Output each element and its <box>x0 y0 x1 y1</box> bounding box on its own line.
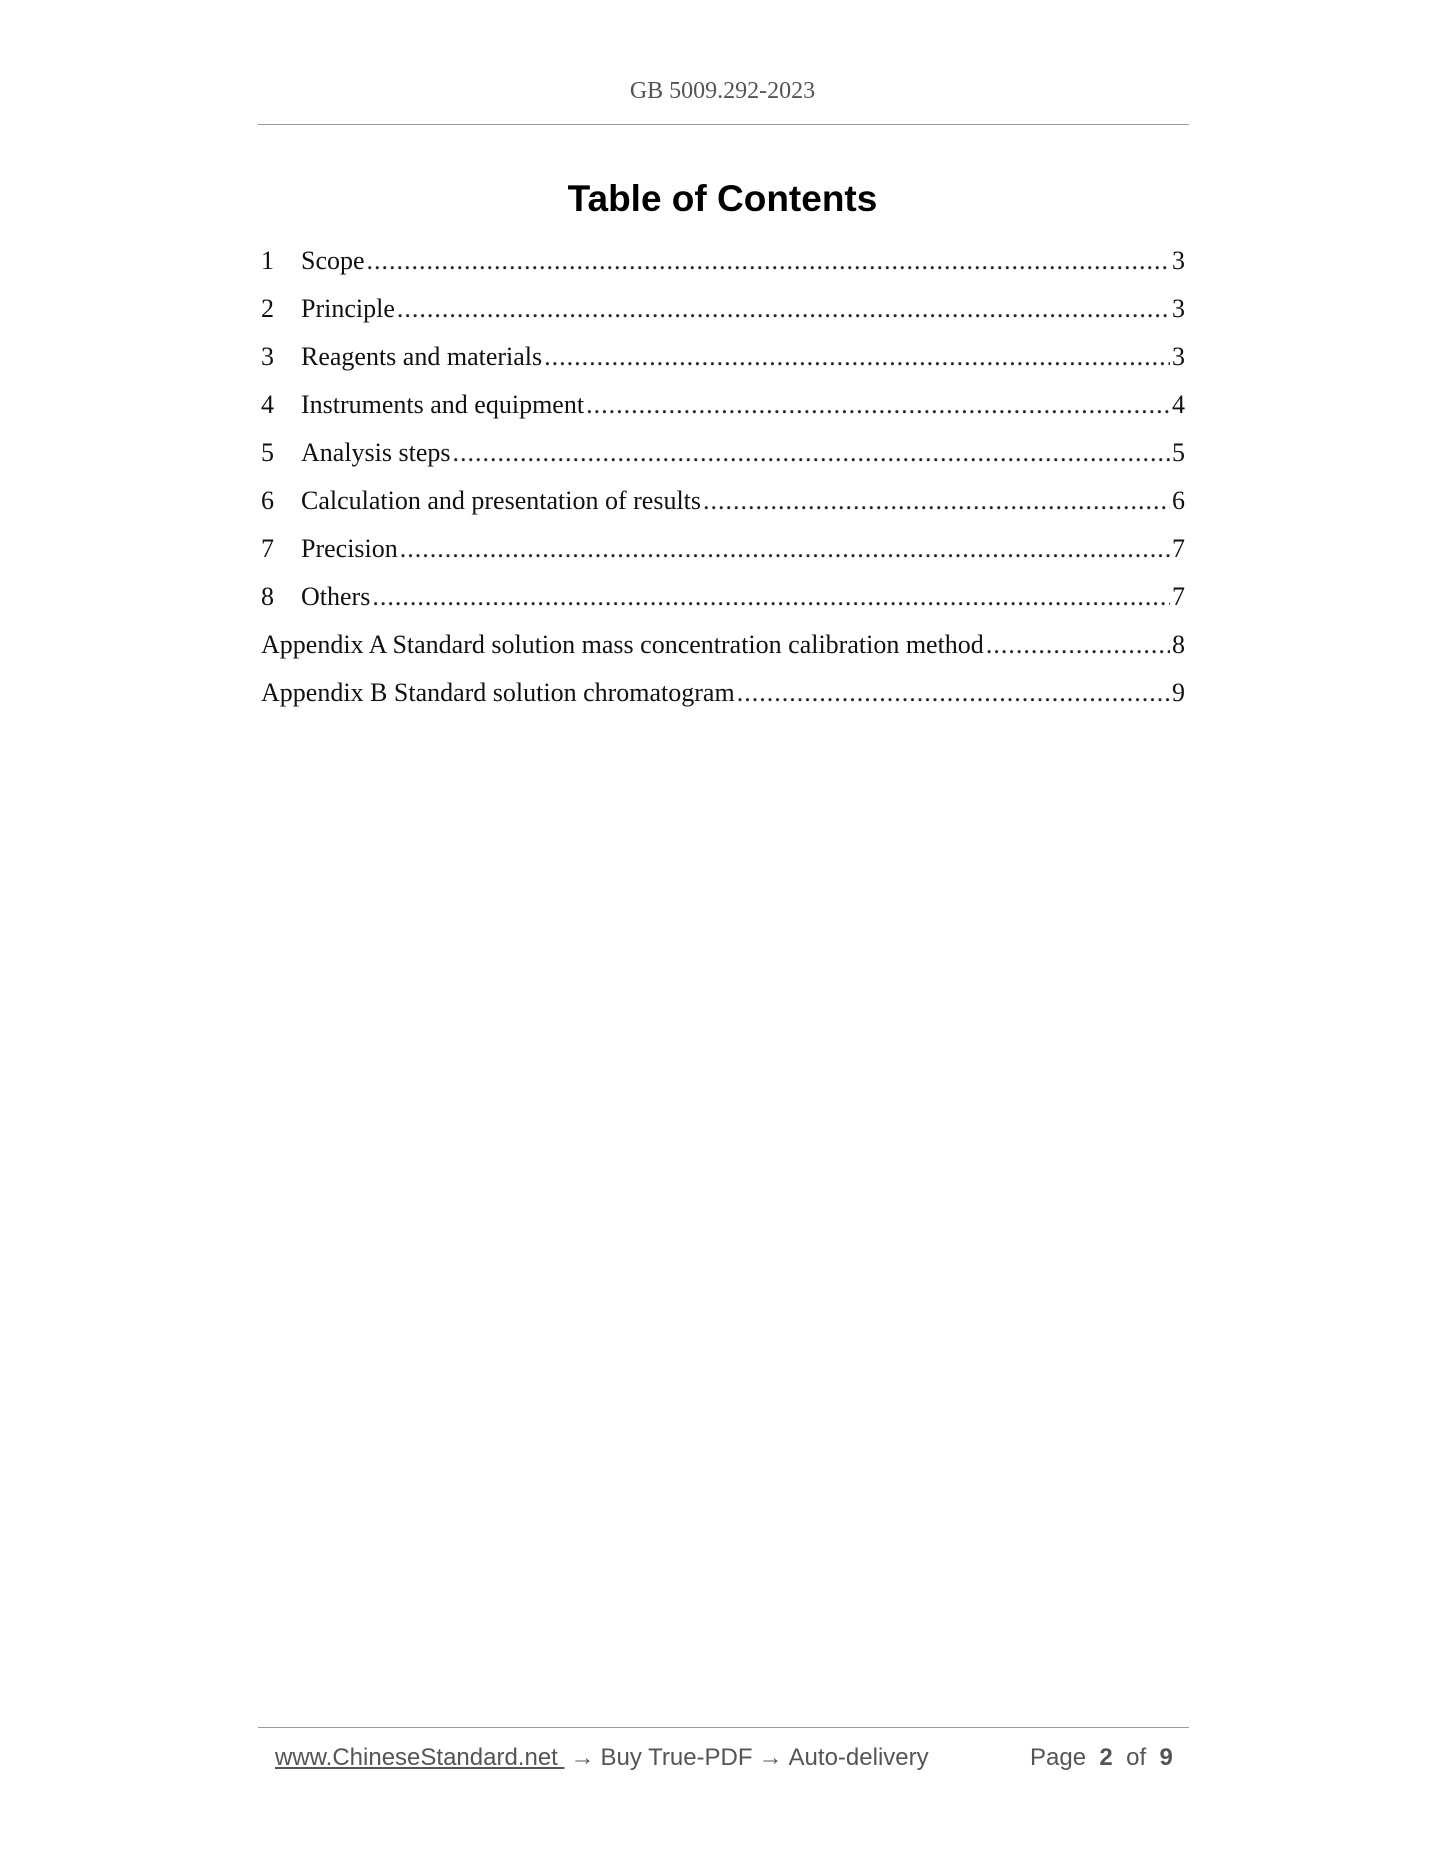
toc-entry-principle[interactable] <box>261 294 1185 342</box>
toc-entry-page: 4 <box>1172 390 1185 419</box>
toc-entry-page: 8 <box>1172 630 1185 659</box>
toc-dot-leader <box>737 678 1170 708</box>
toc-entry-label: Scope <box>301 246 365 275</box>
toc-dot-leader <box>986 630 1170 660</box>
buy-true-pdf-text: Buy True-PDF <box>600 1744 753 1771</box>
toc-entry-number: 7 <box>261 534 274 563</box>
toc-entry-analysis-steps[interactable] <box>261 438 1185 486</box>
toc-title: Table of Contents <box>567 178 878 219</box>
toc-entry-others[interactable] <box>261 582 1185 630</box>
toc-entry-page: 3 <box>1172 342 1185 371</box>
toc-dot-leader <box>367 246 1170 276</box>
toc-entry-page: 6 <box>1172 486 1185 515</box>
header-divider <box>258 124 1189 125</box>
toc-entry-calculation[interactable] <box>261 486 1185 534</box>
toc-dot-leader <box>400 534 1170 564</box>
total-pages-number: 9 <box>1159 1744 1173 1771</box>
toc-dot-leader <box>544 342 1170 372</box>
toc-entry-label: Others <box>301 582 371 611</box>
toc-entry-label: Calculation and presentation of results <box>301 486 702 515</box>
page-indicator <box>1030 1744 1173 1772</box>
footer-divider <box>258 1727 1189 1728</box>
toc-dot-leader <box>586 390 1170 420</box>
toc-entry-label: Instruments and equipment <box>301 390 585 419</box>
toc-entry-label: Principle <box>301 294 395 323</box>
toc-entry-number: 2 <box>261 294 274 323</box>
toc-entry-label: Appendix B Standard solution chromatogram <box>261 678 735 707</box>
toc-entry-page: 7 <box>1172 534 1185 563</box>
arrow-right-icon: → <box>758 1744 783 1771</box>
chinesestandard-link[interactable]: www.ChineseStandard.net <box>275 1744 565 1771</box>
toc-entry-page: 7 <box>1172 582 1185 611</box>
toc-entry-number: 8 <box>261 582 274 611</box>
toc-entry-page: 5 <box>1172 438 1185 467</box>
page-footer <box>275 1744 1175 1772</box>
toc-entry-label: Analysis steps <box>301 438 451 467</box>
of-label: of <box>1126 1744 1147 1771</box>
toc-entry-number: 4 <box>261 390 274 419</box>
toc-entry-page: 9 <box>1172 678 1185 707</box>
toc-dot-leader <box>453 438 1171 468</box>
toc-entry-label: Reagents and materials <box>301 342 543 371</box>
toc-entry-label: Appendix A Standard solution mass concentration calibration method <box>261 630 984 659</box>
toc-dot-leader <box>372 582 1170 612</box>
toc-entry-number: 1 <box>261 246 274 275</box>
toc-entry-page: 3 <box>1172 294 1185 323</box>
current-page-number: 2 <box>1099 1744 1113 1771</box>
auto-delivery-text: Auto-delivery <box>788 1744 929 1771</box>
toc-entry-scope[interactable] <box>261 246 1185 294</box>
toc-entry-number: 5 <box>261 438 274 467</box>
toc-entry-number: 6 <box>261 486 274 515</box>
toc-entry-precision[interactable] <box>261 534 1185 582</box>
toc-entry-appendix-a[interactable] <box>261 630 1185 678</box>
toc-list <box>261 246 1185 726</box>
standard-code: GB 5009.292-2023 <box>629 78 816 104</box>
toc-entry-appendix-b[interactable] <box>261 678 1185 726</box>
page-label: Page <box>1030 1744 1087 1771</box>
toc-dot-leader <box>703 486 1170 516</box>
arrow-right-icon: → <box>570 1744 595 1771</box>
toc-entry-label: Precision <box>301 534 398 563</box>
toc-dot-leader <box>397 294 1170 324</box>
toc-entry-page: 3 <box>1172 246 1185 275</box>
toc-entry-reagents[interactable] <box>261 342 1185 390</box>
toc-entry-instruments[interactable] <box>261 390 1185 438</box>
toc-entry-number: 3 <box>261 342 274 371</box>
